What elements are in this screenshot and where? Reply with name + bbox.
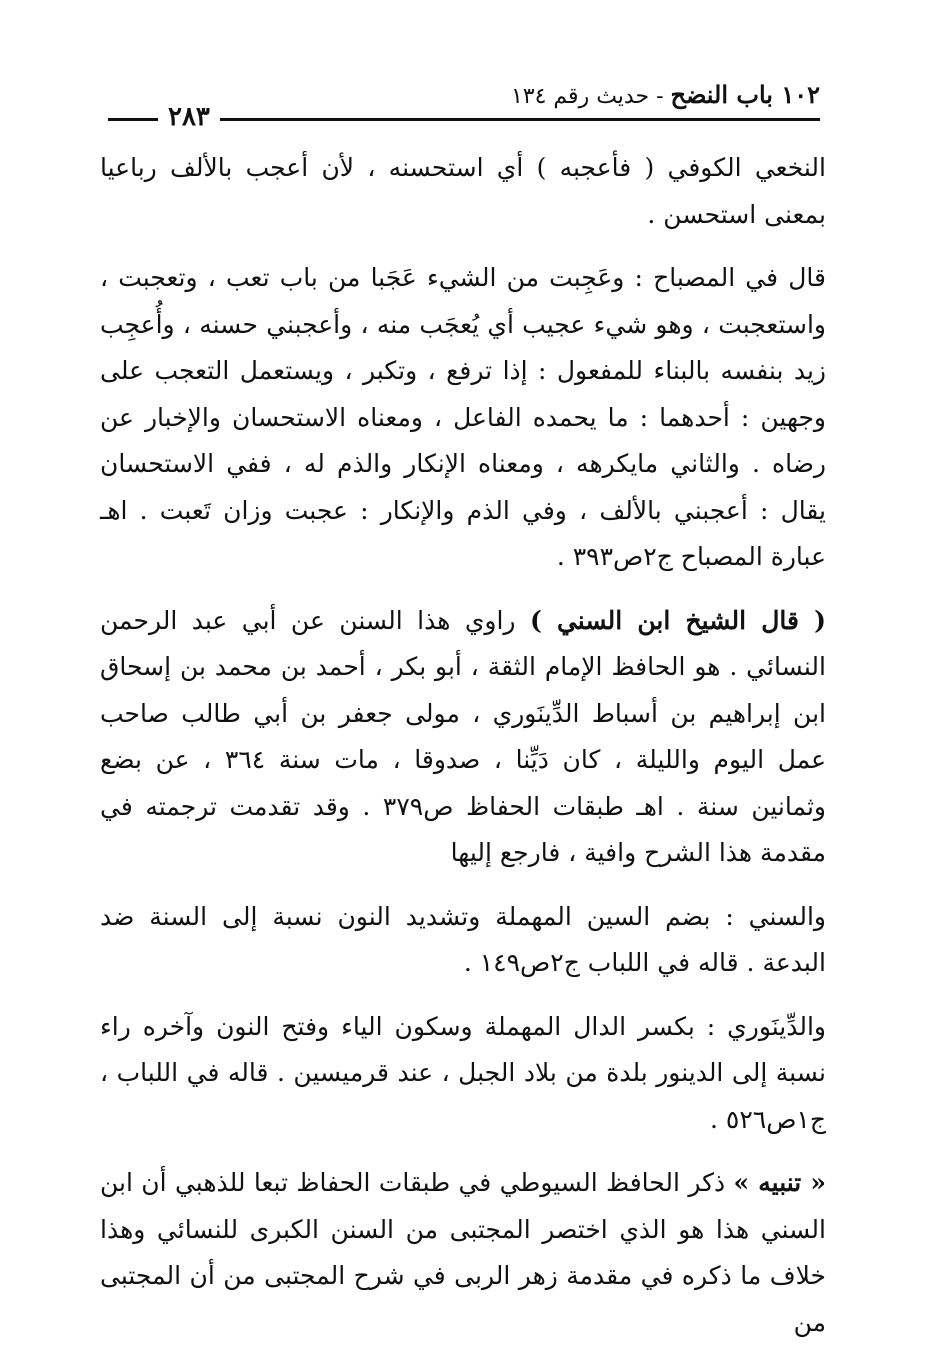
paragraph-text: والسني : بضم السين المهملة وتشديد النون نسبة إلى السنة ضد البدعة . قاله في اللباب ج٢ص١٤٩ . xyxy=(100,901,826,977)
header-separator: - xyxy=(649,84,671,109)
paragraph-1 xyxy=(100,145,826,238)
paragraph-text: والدِّينَوري : بكسر الدال المهملة وسكون الياء وفتح النون وآخره راء نسبة إلى الدينور بلدة من بلاد الجبل ، عند قرميسين . قاله في اللباب ، ج١ص٥٢٦ . xyxy=(100,1011,826,1134)
paragraph-text: قال في المصباح : وعَجِبت من الشيء عَجَبا من باب تعب ، وتعجبت ، واستعجبت ، وهو شيء عجيب أي يُعجَب منه ، وأعجبني حسنه ، وأُعجِب زيد بنفسه بالبناء للمفعول : إذا ترفع ، وتكبر ، ويستعمل التعجب على وجهين : أحدهما : ما يحمده الفاعل ، ومعناه الاستحسان والإخبار عن رضاه . والثاني مايكرهه ، ومعناه الإنكار والذم له ، ففي الاستحسان يقال : أعجبني بالألف ، وفي الذم والإنكار : عجبت وزان تَعبت . اهـ عبارة المصباح ج٢ص٣٩٣ . xyxy=(100,263,826,571)
heading-phrase: ( قال الشيخ ابن السني ) xyxy=(529,605,826,635)
note-label: « تنبيه » xyxy=(733,1168,826,1197)
paragraph-5 xyxy=(100,1004,826,1144)
chapter-title: ١٠٢ باب النضح xyxy=(670,80,820,109)
paragraph-4 xyxy=(100,894,826,987)
page-body xyxy=(100,145,826,1363)
running-head xyxy=(511,80,820,109)
page-header xyxy=(108,80,820,132)
paragraph-3 xyxy=(100,598,826,877)
paragraph-text: راوي هذا السنن عن أبي عبد الرحمن النسائي . هو الحافظ الإمام الثقة ، أبو بكر ، أحمد بن محمد بن إسحاق ابن إبراهيم بن أسباط الدِّينَوري ، مولى جعفر بن أبي طالب صاحب عمل اليوم والليلة ، كان دَيِّنا ، صدوقا ، مات سنة ٣٦٤ ، عن بضع وثمانين سنة . اهـ طبقات الحفاظ ص٣٧٩ . وقد تقدمت ترجمته في مقدمة هذا الشرح وافية ، فارجع إليها xyxy=(100,605,826,867)
paragraph-text: ذكر الحافظ السيوطي في طبقات الحفاظ تبعا للذهبي أن ابن السني هذا هو الذي اختصر المجتبى من السنن الكبرى للنسائي وهذا خلاف ما ذكره في مقدمة زهر الربى في شرح المجتبى من أن المجتبى من xyxy=(100,1168,826,1337)
page-number: ٢٨٣ xyxy=(158,102,220,132)
paragraph-6 xyxy=(100,1160,826,1346)
paragraph-text: النخعي الكوفي ( فأعجبه ) أي استحسنه ، لأن أعجب بالألف رباعيا بمعنى استحسن . xyxy=(100,153,826,229)
hadith-reference: حديث رقم ١٣٤ xyxy=(510,84,650,109)
paragraph-2 xyxy=(100,255,826,581)
